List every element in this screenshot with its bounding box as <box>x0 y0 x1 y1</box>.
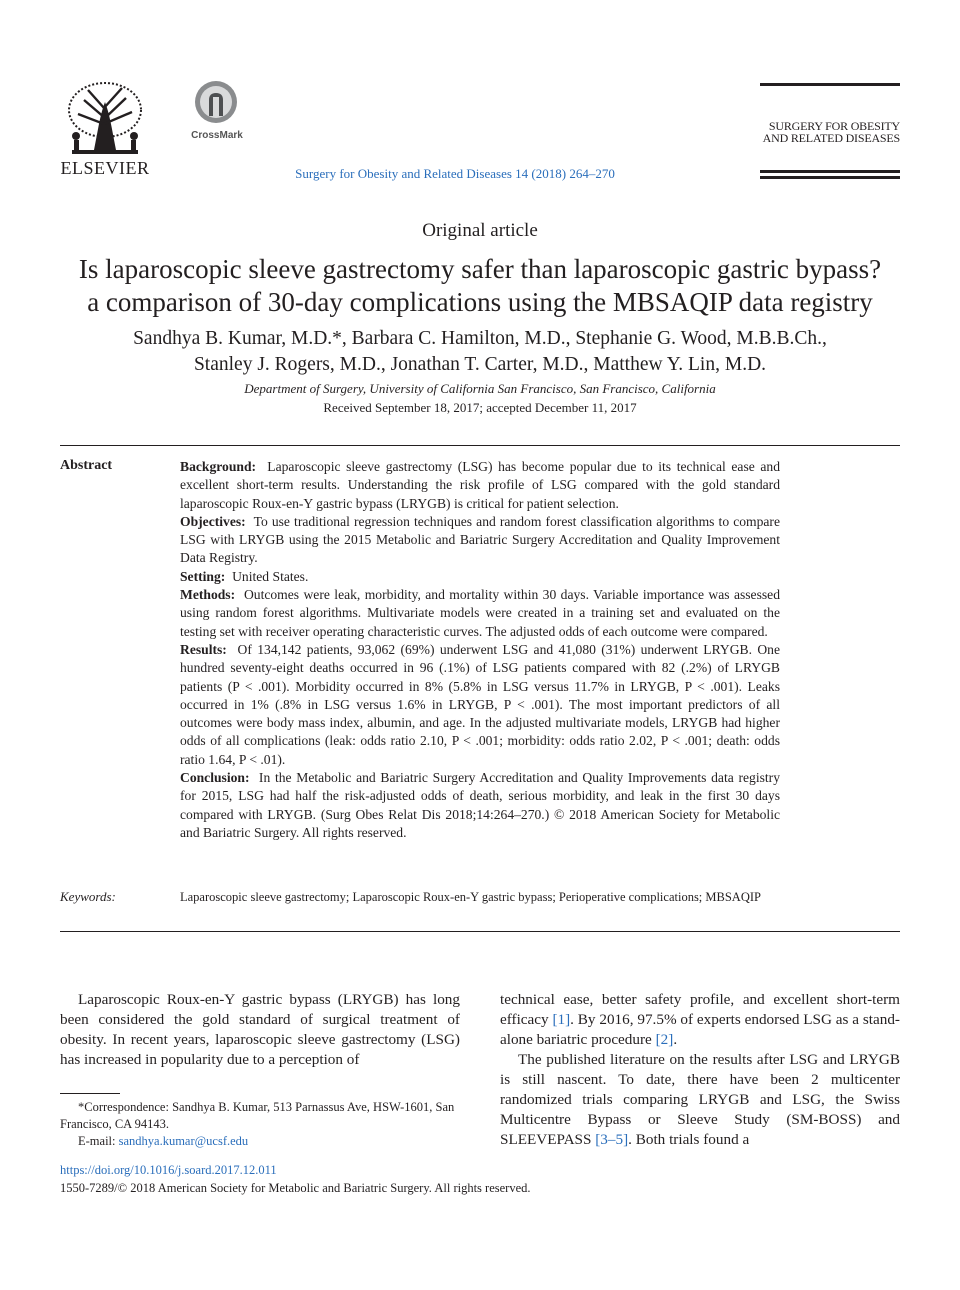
abstract-methods: Methods: Outcomes were leak, morbidity, and mortality within 30 days. Variable importance was assessed using random forest algorithms. Multivariate models were created in a training set and evaluated on the testing set with receiver operating characteristic curves. The adjusted odds of each outcome were compared. <box>180 587 781 639</box>
email-link[interactable]: sandhya.kumar@ucsf.edu <box>118 1134 249 1148</box>
crossmark-badge[interactable] <box>186 80 248 141</box>
abstract-label: Abstract <box>60 458 113 473</box>
abstract-setting: Setting: United States. <box>180 568 309 584</box>
abstract-results: Results: Of 134,142 patients, 93,062 (69%) underwent LSG and 41,080 (31%) underwent LRYGB. One hundred seventy-eight deaths occurred in 96 (.1%) of LSG patients compared with 82 (.2%) of LRYGB patients (P < .001). Morbidity occurred in 8% (5.8% in LSG versus 11.7% in LRYGB, P < .001). Leaks occurred in 1% (.8% in LSG versus 1.6% in LRYGB, P < .001). The most important predictors of all outcomes were body mass index, albumin, and age. In the adjusted multivariate models, LRYGB had higher odds of all complications (leak: odds ratio 2.10, P < .001; morbidity: odds ratio 2.02, P < .001; death: odds ratio 1.64, P < .01). <box>180 641 781 767</box>
author-list <box>40 326 920 378</box>
abstract-bottom-rule <box>60 931 900 932</box>
keywords-label: Keywords: <box>60 889 116 904</box>
abstract-conclusion: Conclusion: In the Metabolic and Bariatric Surgery Accreditation and Quality Improvements data registry for 2015, LSG had half the risk-adjusted odds of death, serious morbidity, and leak in the first 30 days compared with LRYGB. (Surg Obes Relat Dis 2018;14:264–270.) © 2018 American Society for Metabolic and Bariatric Surgery. All rights reserved. <box>180 770 781 840</box>
email-line: E-mail: sandhya.kumar@ucsf.edu <box>78 1134 249 1148</box>
journal-name-line2: AND RELATED DISEASES <box>762 131 900 145</box>
journal-name-line1: SURGERY FOR OBESITY <box>768 119 900 133</box>
crossmark-label: CrossMark <box>191 130 243 141</box>
body-column-left <box>60 990 460 1070</box>
journal-citation[interactable]: Surgery for Obesity and Related Diseases 14 (2018) 264–270 <box>295 166 615 181</box>
journal-bar-bottom-2 <box>760 176 900 179</box>
doi-link[interactable]: https://doi.org/10.1016/j.soard.2017.12.011 <box>60 1163 277 1177</box>
abstract-body <box>180 458 780 842</box>
footnote-rule <box>60 1093 120 1094</box>
reference-link-2[interactable]: [2] <box>655 1031 674 1048</box>
elsevier-wordmark: ELSEVIER <box>60 158 150 178</box>
reference-link-1[interactable]: [1] <box>552 1011 571 1028</box>
received-dates: Received September 18, 2017; accepted December 11, 2017 <box>323 400 637 415</box>
body-paragraph: The published literature on the results after LSG and LRYGB is still nascent. To date, there have been 2 multicenter randomized trials comparing LRYGB and LSG, the Swiss Multicentre Bypass or Sleeve Study (SM-BOSS) and SLEEVEPASS [3–5]. Both trials found a <box>500 1051 900 1148</box>
elsevier-tree-icon <box>64 80 146 158</box>
body-paragraph: Laparoscopic Roux-en-Y gastric bypass (LRYGB) has long been considered the gold standard of surgical treatment of obesity. In recent years, laparoscopic sleeve gastrectomy (LSG) has increased in popularity due to a perception of <box>60 991 460 1068</box>
title-line-2: a comparison of 30-day complications using the MBSAQIP data registry <box>87 287 873 317</box>
body-paragraph: technical ease, better safety profile, and excellent short-term efficacy [1]. By 2016, 97.5% of experts endorsed LSG as a stand-alone bariatric procedure [2]. <box>500 991 900 1048</box>
authors-line-2: Stanley J. Rogers, M.D., Jonathan T. Carter, M.D., Matthew Y. Lin, M.D. <box>193 354 767 375</box>
abstract-top-rule <box>60 445 900 446</box>
correspondence-footnote <box>60 1099 460 1150</box>
abstract-objectives: Objectives: To use traditional regression techniques and random forest classification algorithms to compare LSG with LRYGB using the 2015 Metabolic and Bariatric Surgery Accreditation and Quality Improvement Data Registry. <box>180 513 780 566</box>
journal-bar-top <box>760 83 900 86</box>
keywords-text: Laparoscopic sleeve gastrectomy; Laparoscopic Roux-en-Y gastric bypass; Perioperative complications; MBSAQIP <box>180 890 761 904</box>
journal-name <box>740 120 900 144</box>
abstract-background: Background: Laparoscopic sleeve gastrectomy (LSG) has become popular due to its technical ease and excellent short-term results. Understanding the risk profile of LSG compared with the gold standard laparoscopic Roux-en-Y gastric bypass (LRYGB) is critical for patient selection. <box>180 459 781 511</box>
crossmark-icon <box>194 80 238 124</box>
authors-line-1: Sandhya B. Kumar, M.D.*, Barbara C. Hamilton, M.D., Stephanie G. Wood, M.B.B.Ch., <box>133 328 827 349</box>
title-line-1: Is laparoscopic sleeve gastrectomy safer than laparoscopic gastric bypass? <box>78 254 882 284</box>
article-type: Original article <box>422 220 538 241</box>
journal-bar-bottom-1 <box>760 170 900 173</box>
body-column-right <box>500 990 900 1150</box>
article-title <box>40 253 920 319</box>
copyright-line: 1550-7289/© 2018 American Society for Metabolic and Bariatric Surgery. All rights reserved. <box>60 1181 531 1195</box>
affiliation: Department of Surgery, University of California San Francisco, San Francisco, California <box>244 381 716 396</box>
reference-link-3-5[interactable]: [3–5] <box>595 1131 629 1148</box>
elsevier-logo <box>58 78 152 178</box>
correspondence-text: *Correspondence: Sandhya B. Kumar, 513 Parnassus Ave, HSW-1601, San Francisco, CA 94143. <box>60 1100 455 1131</box>
